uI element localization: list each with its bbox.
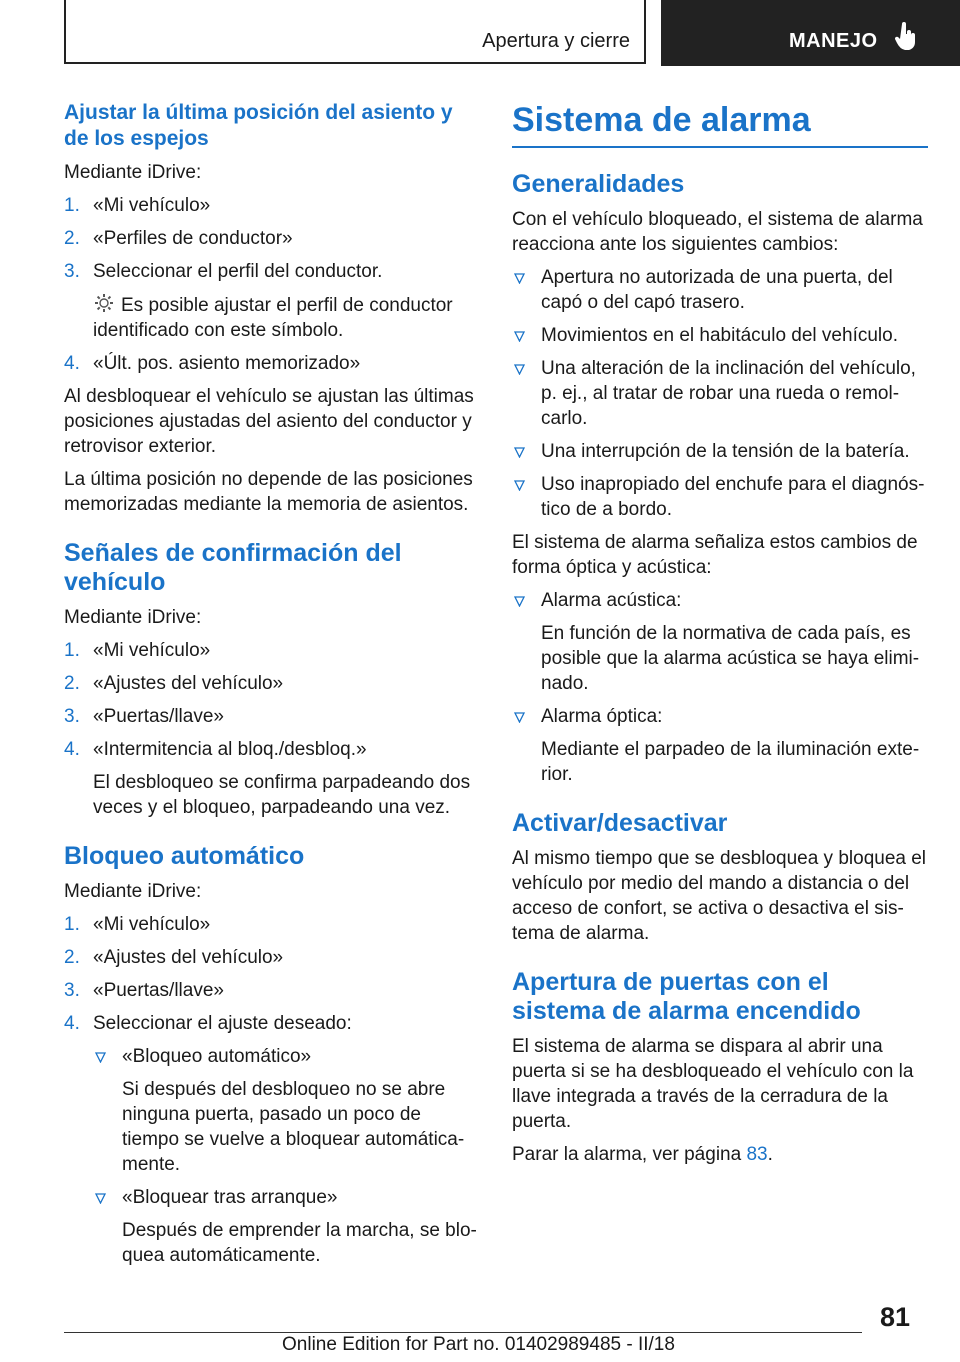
page-header: [64, 0, 960, 66]
section-title: Apertura y cierre: [482, 30, 630, 52]
triangle-bullet-icon: [514, 596, 525, 607]
heading-alarm-system: Sistema de alarma: [512, 100, 928, 148]
bullet-note: Después de emprender la marcha, se bloquea automáticamente.: [122, 1220, 477, 1266]
list-item: 1. «Mi vehículo»: [64, 914, 211, 935]
triangle-bullet-icon: [514, 480, 525, 491]
list-item: 3. Seleccionar el perfil del conductor.: [64, 261, 383, 282]
footer-divider: [64, 1332, 862, 1333]
bullet-item: «Bloquear tras arranque»: [64, 1185, 480, 1210]
hand-pointer-icon: [895, 22, 917, 52]
paragraph: Mediante iDrive:: [64, 162, 202, 183]
paragraph: El sistema de alarma señaliza estos cambios de forma óptica y acústica:: [512, 532, 918, 578]
paragraph-reference: Parar la alarma, ver página 83.: [512, 1144, 773, 1165]
bullet-item: Una interrupción de la tensión de la batería.: [512, 439, 928, 464]
bullet-item: Una alteración de la inclinación del vehículo, p. ej., al tratar de robar una rueda o remolcarlo.: [512, 356, 928, 431]
paragraph: Al desbloquear el vehículo se ajustan las últimas posiciones ajustadas del asiento del conductor y retrovisor exterior.: [64, 386, 474, 457]
heading-general: Generalidades: [512, 170, 685, 198]
bullet-item: Movimientos en el habitáculo del vehículo.: [512, 323, 928, 348]
triangle-bullet-icon: [514, 273, 525, 284]
paragraph: La última posición no depende de las posiciones memorizadas mediante la memoria de asientos.: [64, 469, 473, 515]
heading-confirmation-signals: Señales de confirmación del vehículo: [64, 539, 402, 596]
heading-door-opening: Apertura de puertas con el sistema de alarma encendido: [512, 968, 861, 1025]
bullet-item: Uso inapropiado del enchufe para el diagnóstico de a bordo.: [512, 472, 928, 522]
gear-icon: [93, 292, 115, 314]
list-item: 1. «Mi vehículo»: [64, 640, 211, 661]
footer-edition: Online Edition for Part no. 01402989485 - II/18: [282, 1334, 675, 1355]
chapter-tab: [661, 0, 960, 66]
bullet-item: Alarma acústica:: [512, 588, 928, 613]
list-item: 4. «Últ. pos. asiento memorizado»: [64, 353, 361, 374]
paragraph: Al mismo tiempo que se desbloquea y bloquea el vehículo por medio del mando a distancia o del acceso de confort, se activa o desactiva el sistema de alarma.: [512, 848, 927, 944]
paragraph: Mediante iDrive:: [64, 607, 202, 628]
list-item: 2. «Ajustes del vehículo»: [64, 673, 284, 694]
triangle-bullet-icon: [514, 364, 525, 375]
list-item: 1. «Mi vehículo»: [64, 195, 211, 216]
triangle-bullet-icon: [514, 712, 525, 723]
page-link[interactable]: 83: [746, 1144, 768, 1165]
triangle-bullet-icon: [514, 447, 525, 458]
left-column: [64, 100, 480, 1268]
list-item: 4. Seleccionar el ajuste deseado:: [64, 1013, 352, 1034]
paragraph: El sistema de alarma se dispara al abrir una puerta si se ha desbloqueado el vehículo con la llave integrada a través de la cerradura de la puerta.: [512, 1036, 914, 1132]
bullet-item: Apertura no autorizada de una puerta, del capó o del capó trasero.: [512, 265, 928, 315]
section-tab: [64, 0, 646, 64]
heading-activate: Activar/desactivar: [512, 809, 728, 837]
list-item: 2. «Perfiles de conductor»: [64, 228, 293, 249]
list-note: Es posible ajustar el perfil de conductor identificado con este símbolo.: [64, 292, 480, 343]
list-item: 3. «Puertas/llave»: [64, 706, 224, 727]
chapter-title: MANEJO: [789, 30, 878, 52]
heading-last-position: Ajustar la última posición del asiento y de los espejos: [64, 101, 453, 150]
triangle-bullet-icon: [95, 1052, 106, 1063]
paragraph: Con el vehículo bloqueado, el sistema de alarma reacciona ante los siguientes cambios:: [512, 209, 923, 255]
list-note: El desbloqueo se confirma parpadeando dos veces y el bloqueo, parpadeando una vez.: [93, 772, 471, 818]
triangle-bullet-icon: [95, 1193, 106, 1204]
bullet-item: «Bloqueo automático»: [64, 1044, 480, 1069]
bullet-note: En función de la normativa de cada país, es posible que la alarma acústica se haya eliminado.: [541, 623, 920, 694]
list-item: 2. «Ajustes del vehículo»: [64, 947, 284, 968]
paragraph: Mediante iDrive:: [64, 881, 202, 902]
bullet-note: Mediante el parpadeo de la iluminación exterior.: [541, 739, 920, 785]
bullet-item: Alarma óptica:: [512, 704, 928, 729]
triangle-bullet-icon: [514, 331, 525, 342]
heading-auto-lock: Bloqueo automático: [64, 842, 305, 870]
page-number: 81: [880, 1302, 911, 1332]
bullet-note: Si después del desbloqueo no se abre ninguna puerta, pasado un poco de tiempo se vuelve a bloquear automáticamente.: [122, 1079, 465, 1175]
list-item: 3. «Puertas/llave»: [64, 980, 224, 1001]
right-column: [512, 100, 928, 1167]
list-item: 4. «Intermitencia al bloq./desbloq.»: [64, 739, 367, 760]
